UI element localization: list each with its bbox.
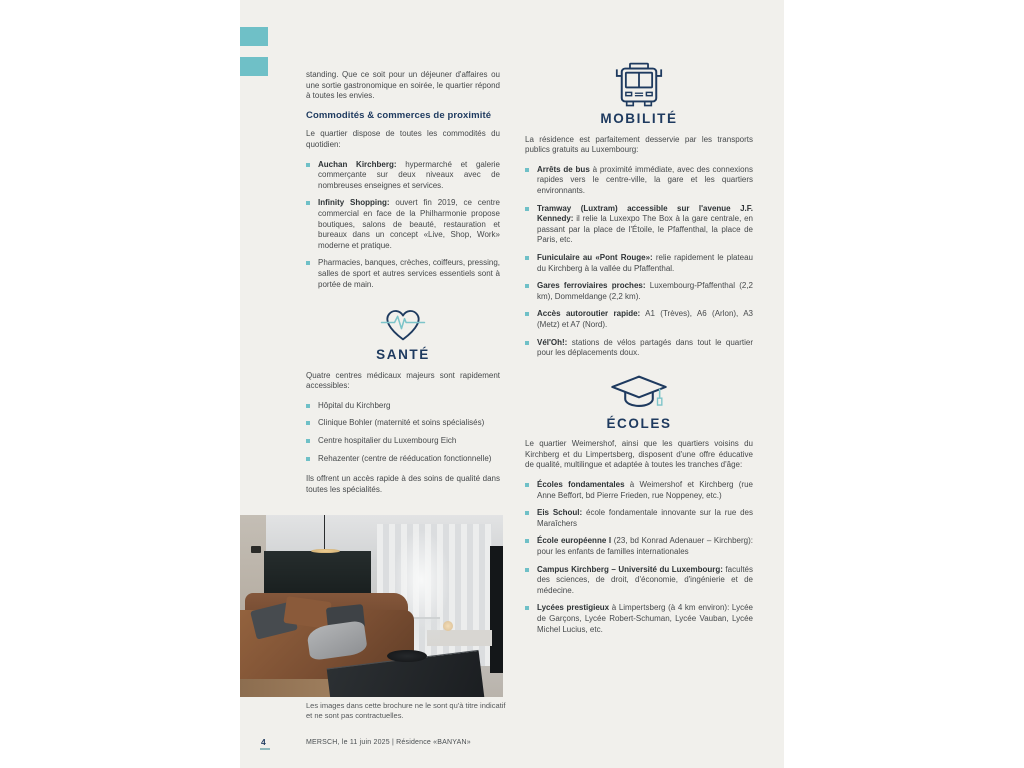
bullet-square-icon xyxy=(525,207,529,211)
bullet-square-icon xyxy=(306,421,310,425)
list-item: Infinity Shopping: ouvert fin 2019, ce centre commercial en face de la Philharmonie propose boutiques, salons de beauté, restauration et bureaux dans un concept «Live, Shop, Work» moderne et pratique. xyxy=(306,198,500,251)
mobilite-list xyxy=(525,165,753,359)
bullet-square-icon xyxy=(306,261,310,265)
bullet-square-icon xyxy=(306,457,310,461)
bullet-square-icon xyxy=(306,163,310,167)
list-item: Clinique Bohler (maternité et soins spécialisés) xyxy=(306,418,500,429)
ecoles-intro: Le quartier Weimershof, ainsi que les quartiers voisins du Kirchberg et du Limpertsberg, disposent d'une offre éducative de qualité, multilingue et adaptée à toutes les tranches d'âge: xyxy=(525,439,753,470)
list-item: Accès autoroutier rapide: A1 (Trèves), A6 (Arlon), A3 (Metz) et A7 (Nord). xyxy=(525,309,753,330)
list-item: École européenne I (23, bd Konrad Adenauer – Kirchberg): pour les enfants de familles internationales xyxy=(525,536,753,557)
bullet-square-icon xyxy=(306,201,310,205)
list-item: Gares ferroviaires proches: Luxembourg-Pfaffenthal (2,2 km), Dommeldange (2,2 km). xyxy=(525,281,753,302)
photo-pendant-light xyxy=(311,549,340,554)
page-tab-top xyxy=(240,27,268,46)
bullet-square-icon xyxy=(525,284,529,288)
bullet-square-icon xyxy=(306,439,310,443)
photo-wall-sconce xyxy=(251,546,262,553)
bullet-square-icon xyxy=(525,256,529,260)
mobilite-heading: MOBILITÉ xyxy=(600,111,678,126)
list-item: Pharmacies, banques, crèches, coiffeurs, pressing, salles de sport et autres services essentiels sont à portée de main. xyxy=(306,258,500,290)
page-tab-bottom xyxy=(240,57,268,76)
bullet-square-icon xyxy=(525,511,529,515)
mobilite-intro: La résidence est parfaitement desservie par les transports publics gratuits au Luxembourg: xyxy=(525,134,753,155)
page-number: 4 xyxy=(261,737,266,747)
ecoles-heading: ÉCOLES xyxy=(606,415,672,431)
list-item: Campus Kirchberg – Université du Luxembourg: facultés des sciences, de droit, d'économie, d'ingénierie et de médecine. xyxy=(525,565,753,597)
sante-outro: Ils offrent un accès rapide à des soins de qualité dans toutes les spécialités. xyxy=(306,474,500,494)
list-item: Rehazenter (centre de rééducation fonctionnelle) xyxy=(306,454,500,465)
list-item: Centre hospitalier du Luxembourg Eich xyxy=(306,436,500,447)
list-item: Eis Schoul: école fondamentale innovante sur la rue des Maraîchers xyxy=(525,508,753,529)
sante-intro: Quatre centres médicaux majeurs sont rapidement accessibles: xyxy=(306,370,500,391)
bullet-square-icon xyxy=(525,539,529,543)
list-item: Hôpital du Kirchberg xyxy=(306,401,500,412)
left-column xyxy=(306,70,500,504)
list-item: Funiculaire au «Pont Rouge»: relie rapidement le plateau du Kirchberg à la vallée du Pfaffenthal. xyxy=(525,253,753,274)
list-item: Tramway (Luxtram) accessible sur l'avenue J.F. Kennedy: il relie la Luxexpo The Box à la gare centrale, en passant par la place de l'Étoile, le Pfaffenthal, la place de Paris, etc. xyxy=(525,204,753,246)
commodites-list xyxy=(306,160,500,291)
brochure-page xyxy=(240,0,784,768)
photo-tv-edge xyxy=(490,546,503,673)
bus-icon xyxy=(525,62,753,108)
bullet-square-icon xyxy=(525,168,529,172)
list-item: Auchan Kirchberg: hypermarché et galerie commerçante sur deux niveaux avec de nombreuses enseignes et services. xyxy=(306,160,500,192)
commodites-heading: Commodités & commerces de proximité xyxy=(306,109,492,121)
intro-paragraph: standing. Que ce soit pour un déjeuner d'affaires ou une sortie gastronomique en soirée, le quartier répond à toutes les envies. xyxy=(306,70,500,101)
list-item: Vél'Oh!: stations de vélos partagés dans tout le quartier pour les déplacements doux. xyxy=(525,338,753,359)
bullet-square-icon xyxy=(525,483,529,487)
bullet-square-icon xyxy=(525,312,529,316)
commodites-intro: Le quartier dispose de toutes les commodités du quotidien: xyxy=(306,129,500,149)
sante-heading: SANTÉ xyxy=(376,347,430,363)
living-room-photo xyxy=(240,515,503,697)
photo-pendant-cord xyxy=(324,515,325,550)
graduation-cap-icon xyxy=(525,373,753,413)
right-column xyxy=(525,62,753,645)
bullet-square-icon xyxy=(525,341,529,345)
sante-list xyxy=(306,401,500,464)
list-item: Écoles fondamentales à Weimershof et Kirchberg (rue Anne Beffort, bd Pierre Frieden, rue Noppeney, etc.) xyxy=(525,480,753,501)
bullet-square-icon xyxy=(306,404,310,408)
bullet-square-icon xyxy=(525,568,529,572)
list-item: Lycées prestigieux à Limpertsberg (à 4 km environ): Lycée de Garçons, Lycée Robert-Schuman, Lycée Vauban, Lycée Michel Lucius, etc. xyxy=(525,603,753,635)
bullet-square-icon xyxy=(525,606,529,610)
photo-caption: Les images dans cette brochure ne le sont qu'à titre indicatif et ne sont pas contractuelles. xyxy=(306,701,506,720)
ecoles-list xyxy=(525,480,753,635)
list-item: Arrêts de bus à proximité immédiate, avec des connexions rapides vers le centre-ville, la gare et les quartiers environnants. xyxy=(525,165,753,197)
heart-pulse-icon xyxy=(306,304,500,344)
footer-text: MERSCH, le 11 juin 2025 | Résidence «BANYAN» xyxy=(306,739,471,746)
